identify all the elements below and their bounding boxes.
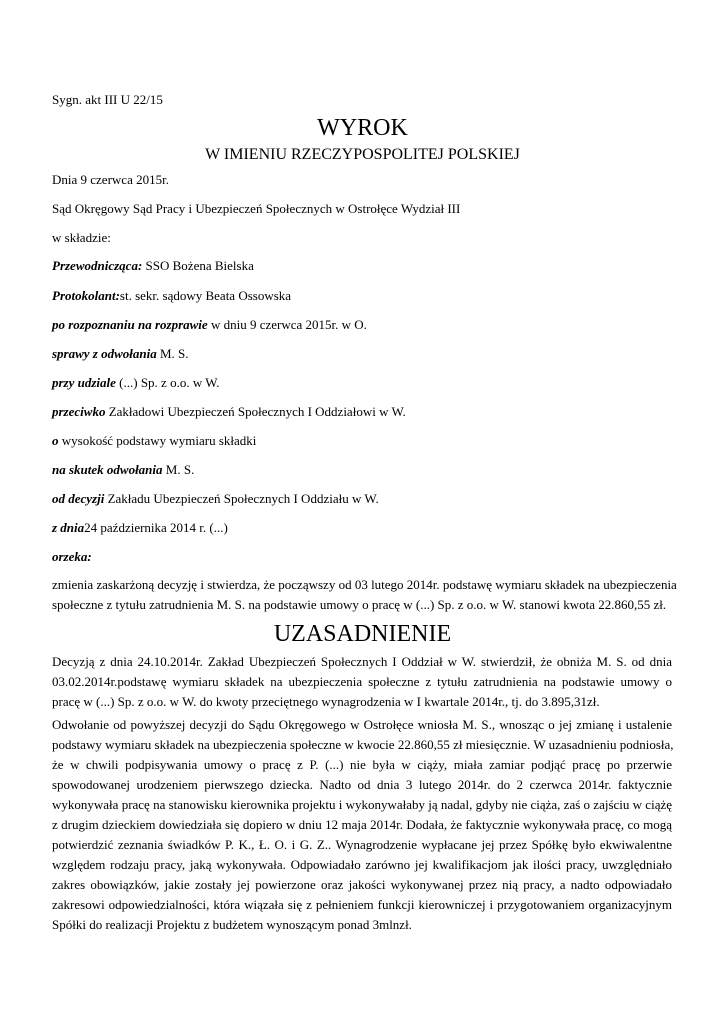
field-decision-date	[52, 520, 228, 536]
text-line: względem rodzaju pracy, jaką wykonywała. Odpowiadało zarówno jej kwalifikacjom jak ilości pracy, uwzględniało	[52, 857, 672, 872]
field-value: Zakładu Ubezpieczeń Społecznych I Oddziału w W.	[104, 491, 379, 506]
field-subject	[52, 433, 256, 449]
text-line: zakresowi odpowiedzialności, która wiązała się z pełnieniem funkcji kierowniczej i przygotowaniem organizacyjnym	[52, 897, 672, 912]
judgment-date: Dnia 9 czerwca 2015r.	[52, 172, 169, 187]
field-label: sprawy z odwołania	[52, 346, 157, 361]
court-name: Sąd Okręgowy Sąd Pracy i Ubezpieczeń Społecznych w Ostrołęce Wydział III	[52, 201, 461, 216]
field-respondent	[52, 404, 406, 420]
text-line: zmienia zaskarżoną decyzję i stwierdza, że począwszy od 03 lutego 2014r. podstawę wymiaru składek na ubezpieczenia	[52, 577, 677, 592]
verdict-paragraph	[52, 575, 677, 615]
justification-title: UZASADNIENIE	[273, 621, 452, 647]
field-value: st. sekr. sądowy Beata Ossowska	[119, 288, 292, 303]
text-line: 03.02.2014r.podstawę wymiaru składek na ubezpieczenia społeczne z tytułu zatrudnienia na podstawie umowy o	[52, 674, 672, 689]
field-value: SSO Bożena Bielska	[142, 258, 254, 273]
text-line: Decyzją z dnia 24.10.2014r. Zakład Ubezpieczeń Społecznych I Oddział w W. stwierdził, że obniża M. S. od dnia	[52, 654, 672, 669]
field-label: na skutek odwołania	[52, 462, 163, 477]
field-label: przy udziale	[52, 375, 116, 390]
field-value: M. S.	[156, 346, 189, 361]
composition-label: w składzie:	[52, 230, 111, 245]
field-label: przeciwko	[52, 404, 106, 419]
field-label: Przewodnicząca:	[52, 258, 143, 273]
field-decision	[52, 491, 379, 507]
field-rules	[52, 549, 92, 565]
text-line: z drugim dzieckiem dowiedziała się dopiero w dniu 12 maja 2014r. Dodała, że faktycznie wykonywała pracę, co mogą	[52, 817, 672, 832]
case-reference: Sygn. akt III U 22/15	[52, 92, 163, 107]
field-presiding-judge	[52, 258, 254, 274]
field-label: po rozpoznaniu na rozprawie	[52, 317, 208, 332]
field-participant	[52, 375, 220, 391]
text-line: Odwołanie od powyższej decyzji do Sądu Okręgowego w Ostrołęce wniosła M. S., wnosząc o jej zmianę i ustalenie	[52, 717, 672, 732]
text-line: spowodowanej urodzeniem pierwszego dziecka. Nadto od dnia 3 lutego 2014r. do 2 czerwca 2014r. faktycznie	[52, 777, 672, 792]
justification-paragraph-2	[52, 715, 672, 935]
justification-paragraph-1	[52, 652, 672, 712]
field-label: o	[52, 433, 59, 448]
field-label: orzeka:	[52, 549, 92, 564]
document-title: WYROK	[317, 115, 408, 141]
field-value: Zakładowi Ubezpieczeń Społecznych I Oddziałowi w W.	[105, 404, 406, 419]
field-label: z dnia	[52, 520, 85, 535]
text-line: społeczne z tytułu zatrudnienia M. S. na podstawie umowy o pracę w (...) Sp. z o.o. w W. stanowi kwota 22.860,55 zł.	[52, 597, 667, 612]
text-line: pracę w (...) Sp. z o.o. w W. do kwoty przeciętnego wynagrodzenia w I kwartale 2014r., tj. do 3.895,31zł.	[52, 694, 600, 709]
text-line: wykonywała pracę na stanowisku kierownika projektu i wykonywałaby ją nadal, gdyby nie ciąża, zaś o zajściu w ciążę	[52, 797, 672, 812]
field-value: M. S.	[162, 462, 195, 477]
text-line: Spółki do realizacji Projektu z budżetem wynoszącym ponad 3mlnzł.	[52, 917, 412, 932]
field-label: Protokolant:	[52, 288, 120, 303]
field-appellant	[52, 346, 189, 362]
field-value: 24 października 2014 r. (...)	[84, 520, 228, 535]
field-clerk	[52, 288, 291, 304]
text-line: zakres obowiązków, jakie zostały jej powierzone oraz jakości wykonywanej przez nią pracy, a nadto odpowiadało	[52, 877, 672, 892]
text-line: podstawy wymiaru składek na ubezpieczenia społeczne w kwocie 22.860,55 zł miesięcznie. W uzasadnieniu podniosła,	[52, 737, 674, 752]
field-hearing	[52, 317, 367, 333]
field-label: od decyzji	[52, 491, 105, 506]
field-value: (...) Sp. z o.o. w W.	[115, 375, 220, 390]
field-appeal-source	[52, 462, 194, 478]
field-value: wysokość podstawy wymiaru składki	[58, 433, 257, 448]
text-line: potwierdzić zeznania świadków P. K., Ł. O. i G. Z.. Wynagrodzenie wypłacane jej przez Spółkę było ekwiwalentne	[52, 837, 672, 852]
document-subtitle: W IMIENIU RZECZYPOSPOLITEJ POLSKIEJ	[205, 146, 520, 163]
text-line: że w chwili podpisywania umowy o pracę z P. (...) nie była w ciąży, miała zamiar podjąć pracę po przerwie	[52, 757, 672, 772]
field-value: w dniu 9 czerwca 2015r. w O.	[207, 317, 367, 332]
